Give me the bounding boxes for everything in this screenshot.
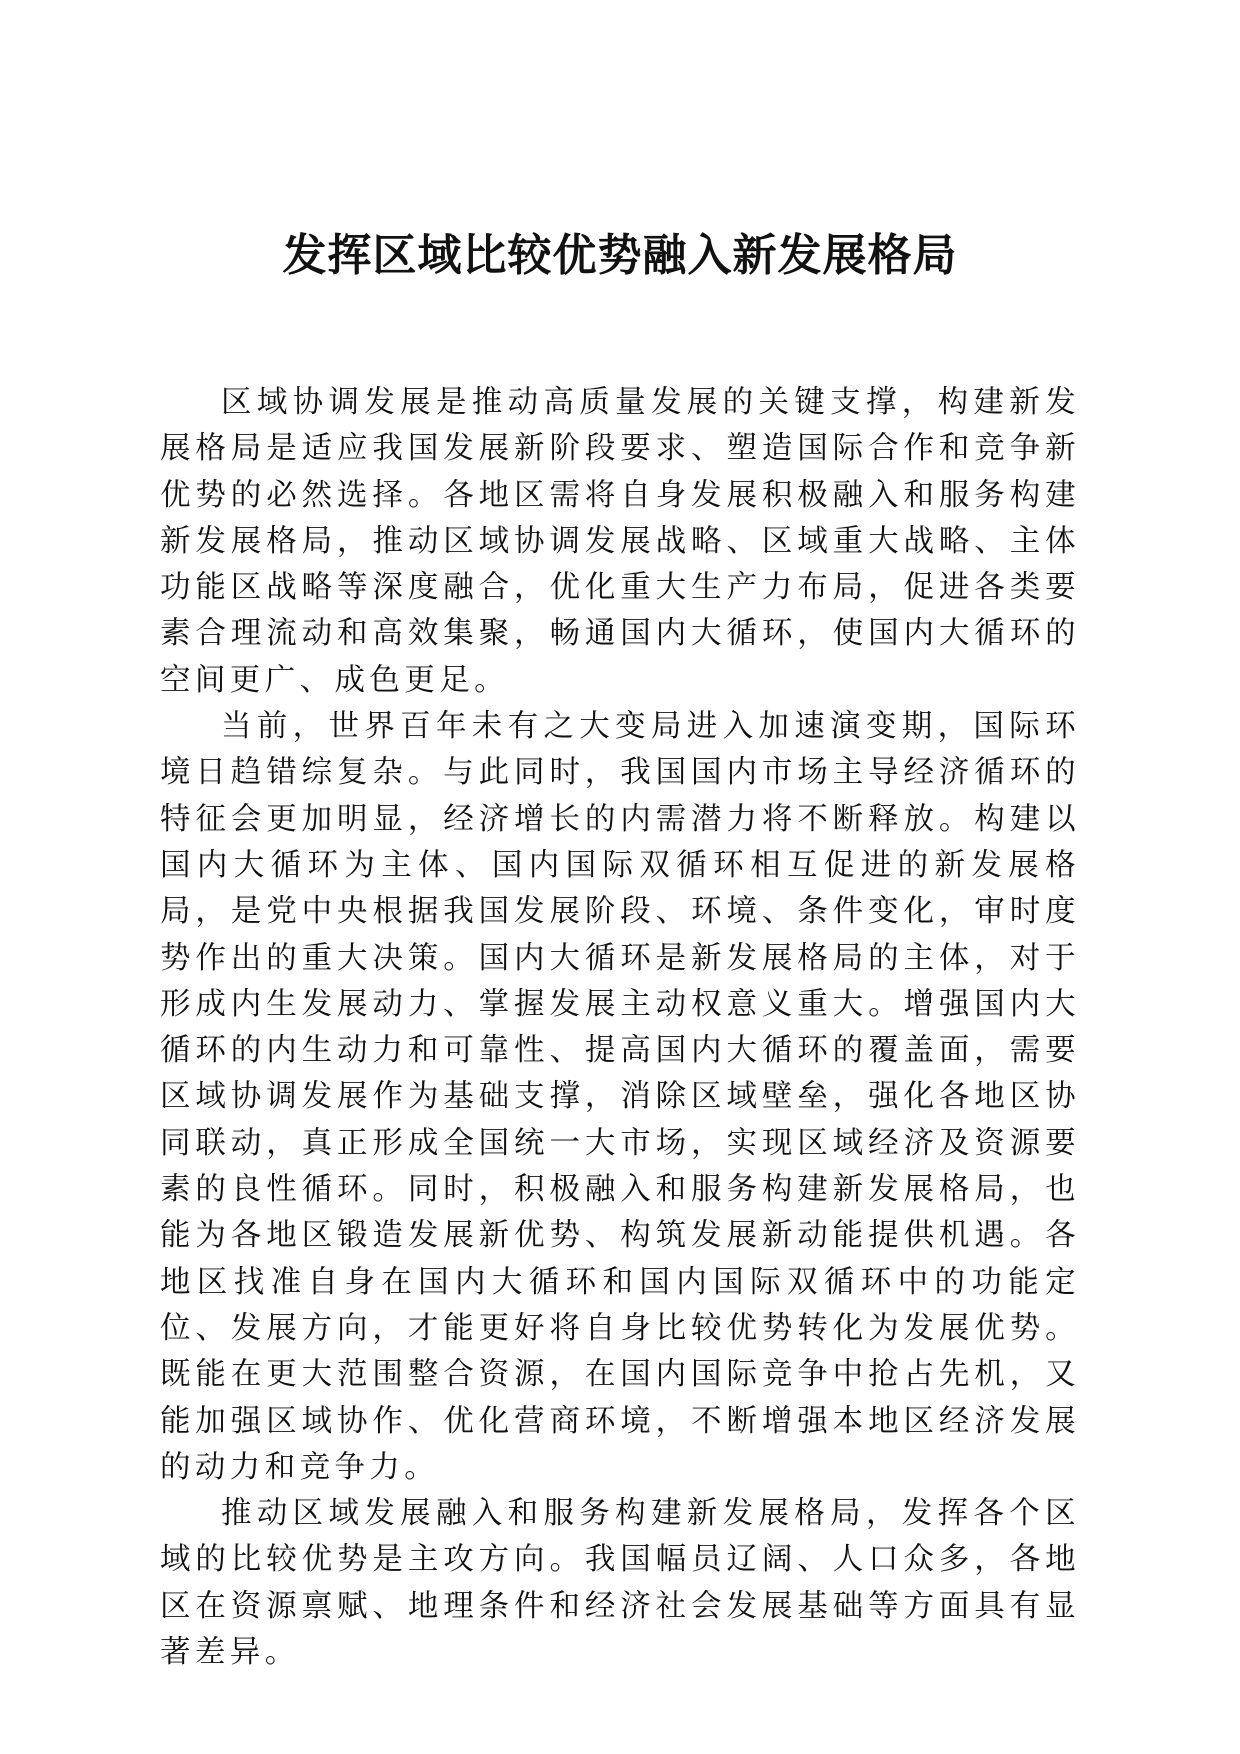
paragraph-2: 当前，世界百年未有之大变局进入加速演变期，国际环境日趋错综复杂。与此同时，我国国内市场主导经济循环的特征会更加明显，经济增长的内需潜力将不断释放。构建以国内大循环为主体、国内国际双循环相互促进的新发展格局，是党中央根据我国发展阶段、环境、条件变化，审时度势作出的重大决策。国内大循环是新发展格局的主体，对于形成内生发展动力、掌握发展主动权意义重大。增强国内大循环的内生动力和可靠性、提高国内大循环的覆盖面，需要区域协调发展作为基础支撑，消除区域壁垒，强化各地区协同联动，真正形成全国统一大市场，实现区域经济及资源要素的良性循环。同时，积极融入和服务构建新发展格局，也能为各地区锻造发展新优势、构筑发展新动能提供机遇。各地区找准自身在国内大循环和国内国际双循环中的功能定位、发展方向，才能更好将自身比较优势转化为发展优势。既能在更大范围整合资源，在国内国际竞争中抢占先机，又能加强区域协作、优化营商环境，不断增强本地区经济发展的动力和竞争力。 — [160, 709, 1080, 1485]
document-body — [160, 380, 1080, 1676]
paragraph-1: 区域协调发展是推动高质量发展的关键支撑，构建新发展格局是适应我国发展新阶段要求、塑造国际合作和竞争新优势的必然选择。各地区需将自身发展积极融入和服务构建新发展格局，推动区域协调发展战略、区域重大战略、主体功能区战略等深度融合，优化重大生产力布局，促进各类要素合理流动和高效集聚，畅通国内大循环，使国内大循环的空间更广、成色更足。 — [160, 385, 1080, 698]
paragraph-3: 推动区域发展融入和服务构建新发展格局，发挥各个区域的比较优势是主攻方向。我国幅员辽阔、人口众多，各地区在资源禀赋、地理条件和经济社会发展基础等方面具有显著差异。 — [160, 1496, 1080, 1671]
document-title: 发挥区域比较优势融入新发展格局 — [282, 230, 958, 281]
